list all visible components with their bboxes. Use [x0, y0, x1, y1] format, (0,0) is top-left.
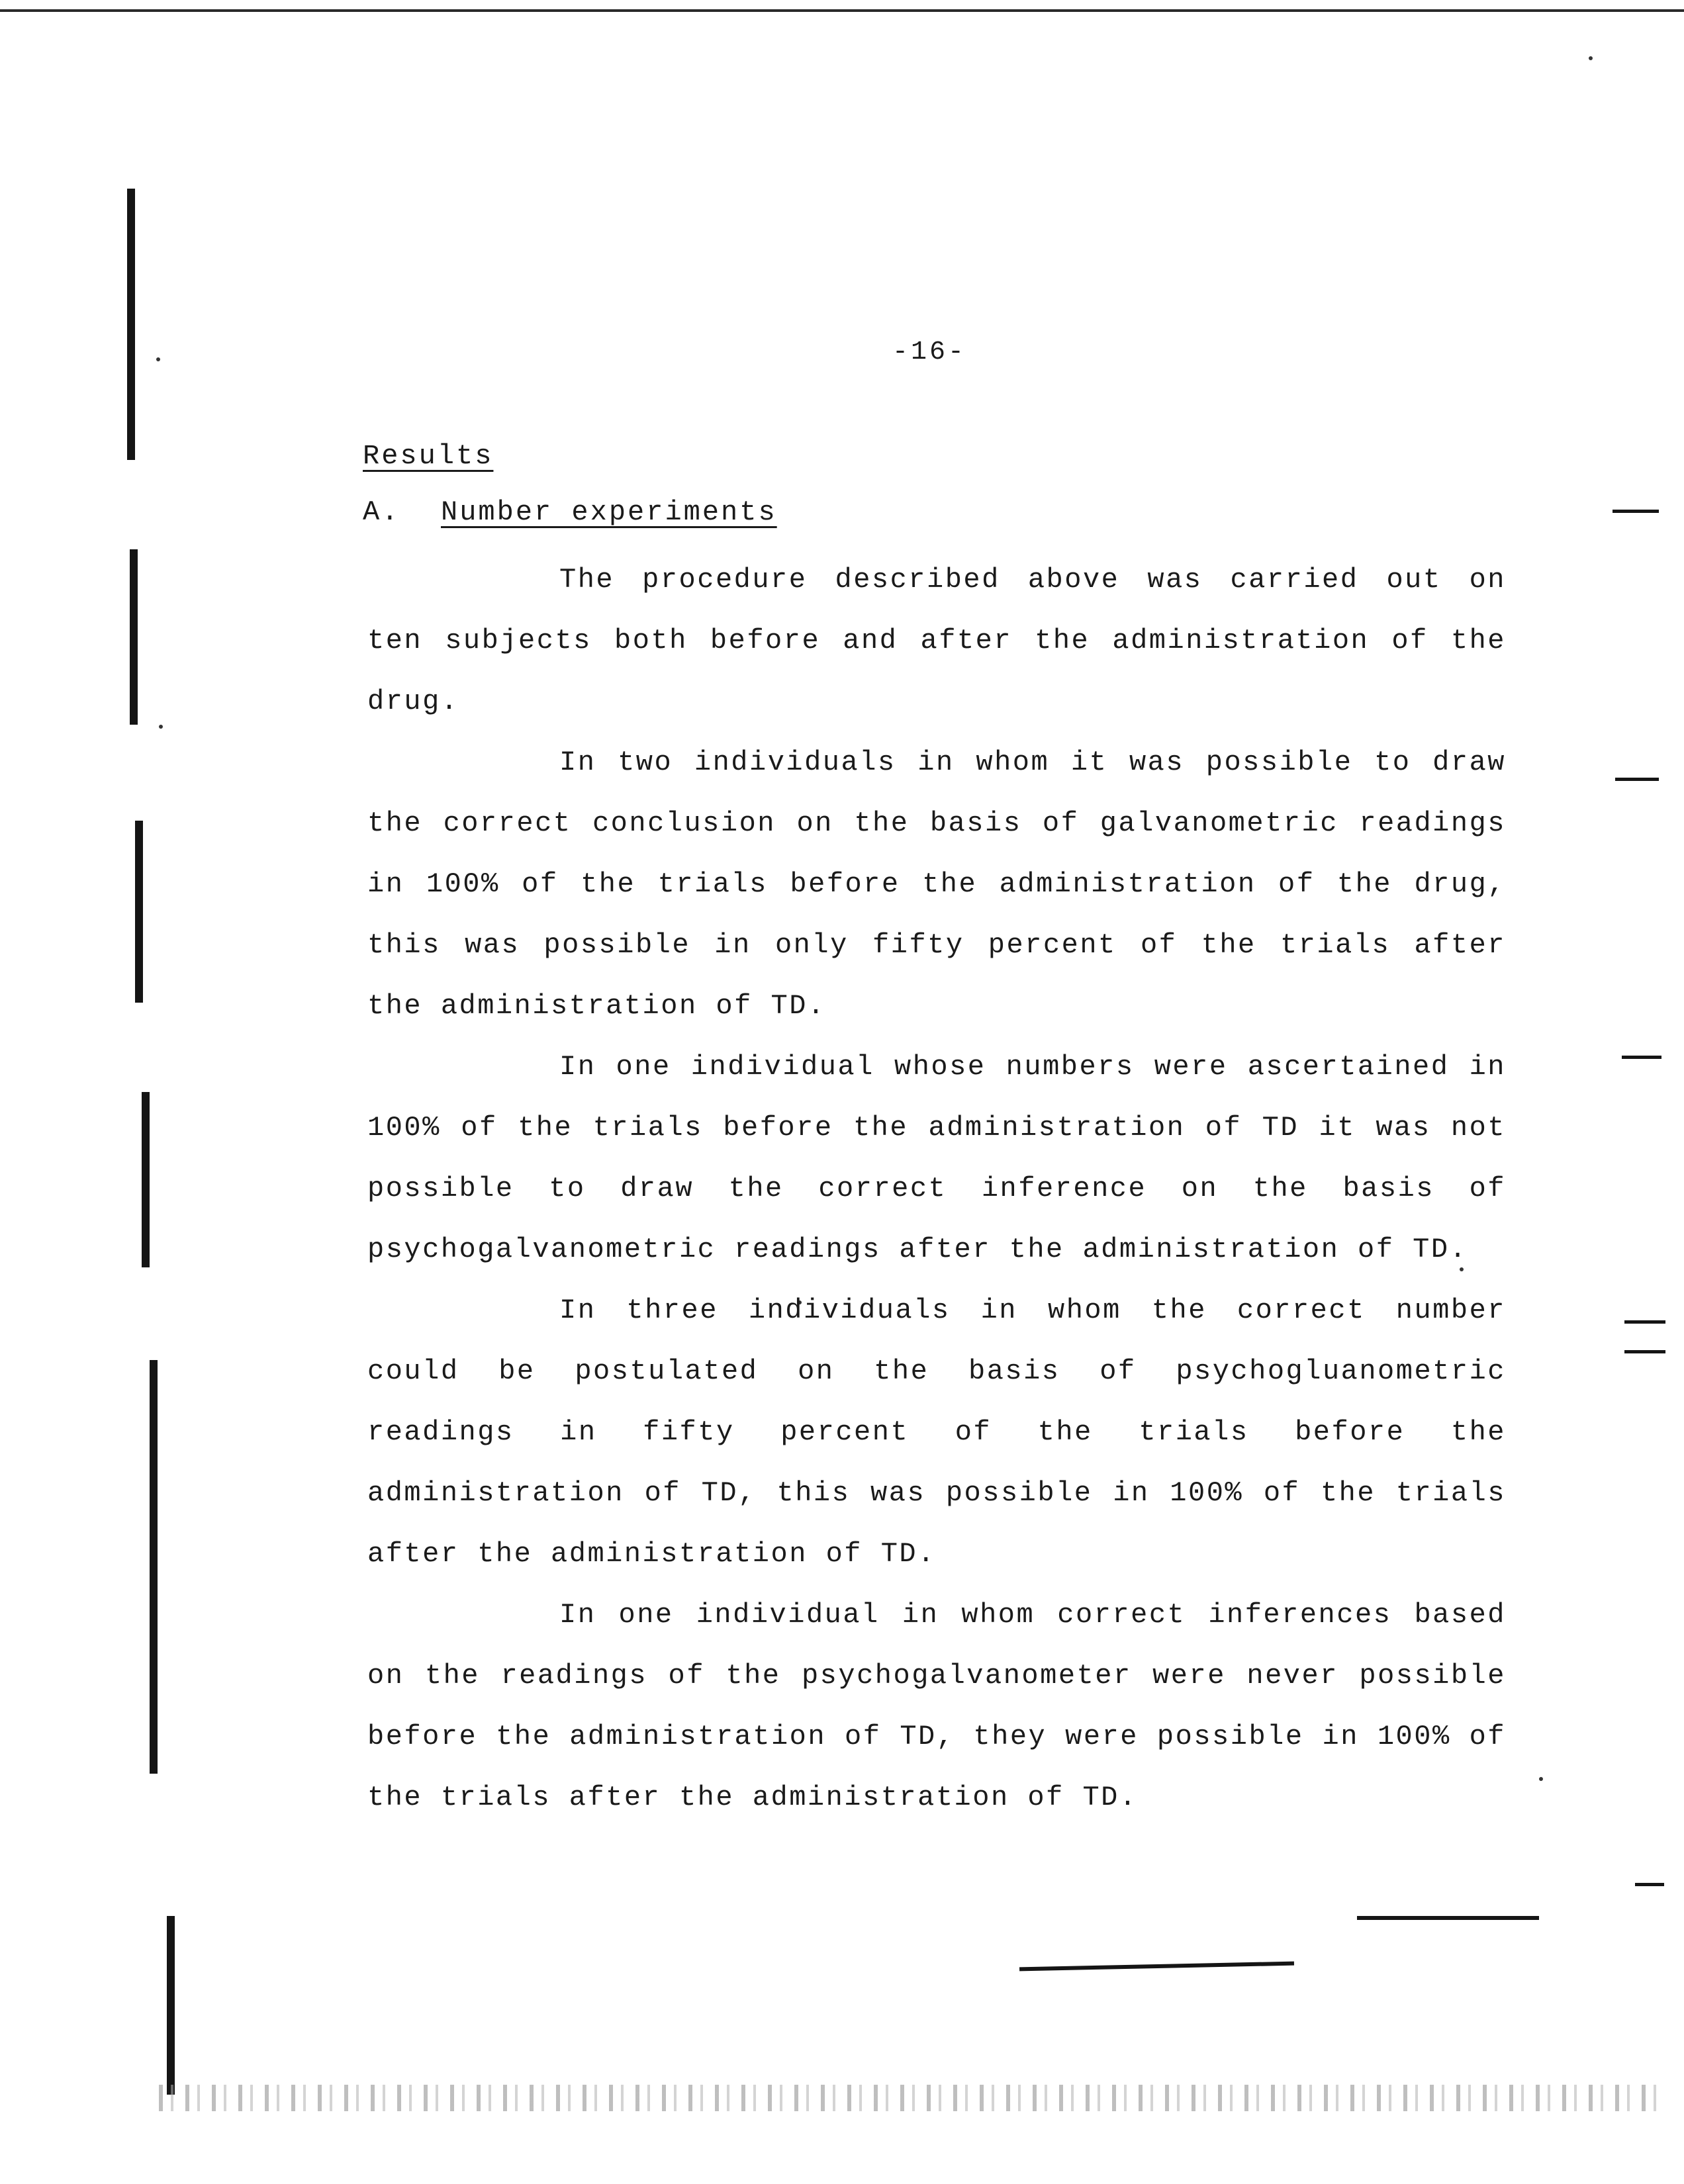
page-number: -16- [892, 338, 967, 367]
top-edge-rule [0, 9, 1684, 12]
subsection-title: Number experiments [441, 496, 777, 528]
scan-speck [1539, 1777, 1543, 1781]
left-margin-bar [150, 1360, 158, 1774]
subsection-heading [363, 496, 777, 528]
right-margin-mark [1624, 1320, 1665, 1324]
scan-speck [156, 357, 160, 361]
paragraph: In three individuals in whom the correct number could be postulated on the basis of psychogluanometric readings in fifty percent of the trials before the administration of TD, this was possible in 100% of the trials after the administration of TD. [367, 1295, 1506, 1570]
body-text [367, 549, 1506, 1828]
left-margin-bar [130, 549, 138, 725]
paragraph: In one individual in whom correct inferences based on the readings of the psychogalvanometer were never possible before the administration of TD, they were possible in 100% of the trials after the administration of TD. [367, 1599, 1506, 1813]
left-margin-bar [135, 821, 143, 1003]
paragraph: The procedure described above was carried out on ten subjects both before and after the administration of the drug. [367, 564, 1506, 717]
scan-speck [159, 725, 163, 729]
left-margin-bar [167, 1916, 175, 2095]
end-rule [1019, 1962, 1294, 1972]
paragraph: In two individuals in whom it was possible to draw the correct conclusion on the basis of galvanometric readings in 100% of the trials before the administration of the drug, this was possible in only fifty percent of the trials after the administration of TD. [367, 747, 1506, 1022]
scan-speck [1589, 56, 1593, 60]
right-margin-mark [1615, 778, 1659, 781]
left-margin-bar [127, 189, 135, 460]
end-rule [1357, 1916, 1539, 1920]
subsection-marker: A. [363, 496, 400, 528]
right-margin-mark [1613, 510, 1659, 513]
paragraph: In one individual whose numbers were ascertained in 100% of the trials before the administration of TD it was not possible to draw the correct inference on the basis of psychogalvanometric readings after the administration of TD. [367, 1051, 1506, 1265]
section-heading: Results [363, 440, 494, 472]
left-margin-bar [142, 1092, 150, 1267]
right-margin-mark [1635, 1883, 1664, 1886]
right-margin-mark [1622, 1056, 1661, 1059]
right-margin-mark [1624, 1350, 1665, 1353]
scan-noise-strip [159, 2085, 1668, 2111]
